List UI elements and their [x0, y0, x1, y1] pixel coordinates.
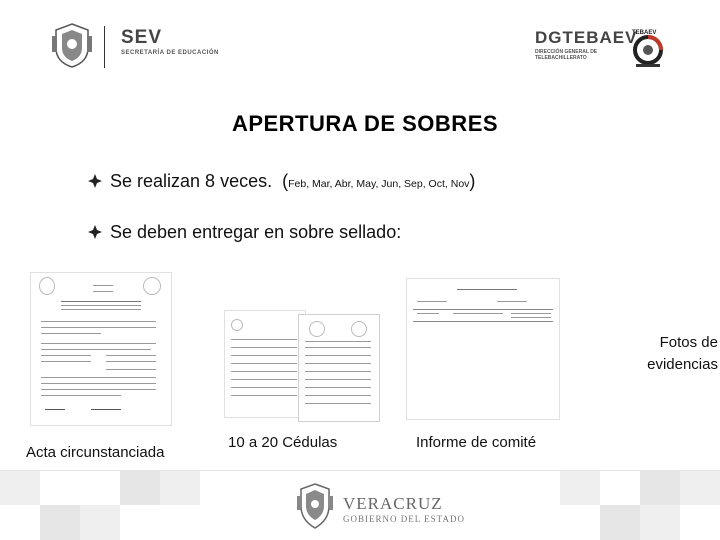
cedulas-caption: 10 a 20 Cédulas	[228, 434, 338, 451]
bullet-item-frequency	[88, 171, 475, 192]
acta-caption: Acta circunstanciada	[26, 444, 165, 461]
sev-brand-title: SEV	[121, 27, 163, 48]
fotos-caption-line-2: evidencias	[647, 356, 718, 373]
page-title: APERTURA DE SOBRES	[231, 111, 499, 136]
paren-open: (	[282, 171, 289, 191]
cedula-document-thumbnail-front	[298, 314, 380, 422]
bullet-text: Se realizan 8 veces.	[110, 171, 273, 191]
diamond-bullet-icon	[88, 174, 102, 188]
dgtebaev-brand-title: DGTEBAEV	[535, 28, 638, 47]
informe-document-thumbnail	[406, 278, 560, 420]
dgtebaev-brand-subtitle: DIRECCIÓN GENERAL DE TELEBACHILLERATO	[535, 49, 598, 61]
bullet-months-note: Feb, Mar, Abr, May, Jun, Sep, Oct, Nov	[288, 178, 470, 190]
fotos-caption-line-1: Fotos de	[659, 334, 718, 351]
fotos-caption	[603, 332, 718, 376]
paren-close: )	[469, 171, 476, 191]
bullet-item-sealed-envelope	[88, 222, 401, 243]
veracruz-footer-subtitle: GOBIERNO DEL ESTADO	[343, 514, 465, 524]
veracruz-seal-icon	[296, 482, 334, 530]
tebaev-logo-text: TEBAEV	[632, 30, 657, 36]
bullet-text: Se deben entregar en sobre sellado:	[110, 222, 402, 242]
header-divider	[104, 26, 105, 68]
sev-brand-subtitle: SECRETARÍA DE EDUCACIÓN	[121, 50, 219, 56]
veracruz-footer-title: VERACRUZ	[343, 494, 443, 513]
acta-document-thumbnail	[30, 272, 172, 426]
diamond-bullet-icon	[88, 225, 102, 239]
informe-caption: Informe de comité	[416, 434, 537, 451]
veracruz-crest-logo-icon	[50, 22, 94, 68]
cedula-document-thumbnail-back	[224, 310, 306, 418]
